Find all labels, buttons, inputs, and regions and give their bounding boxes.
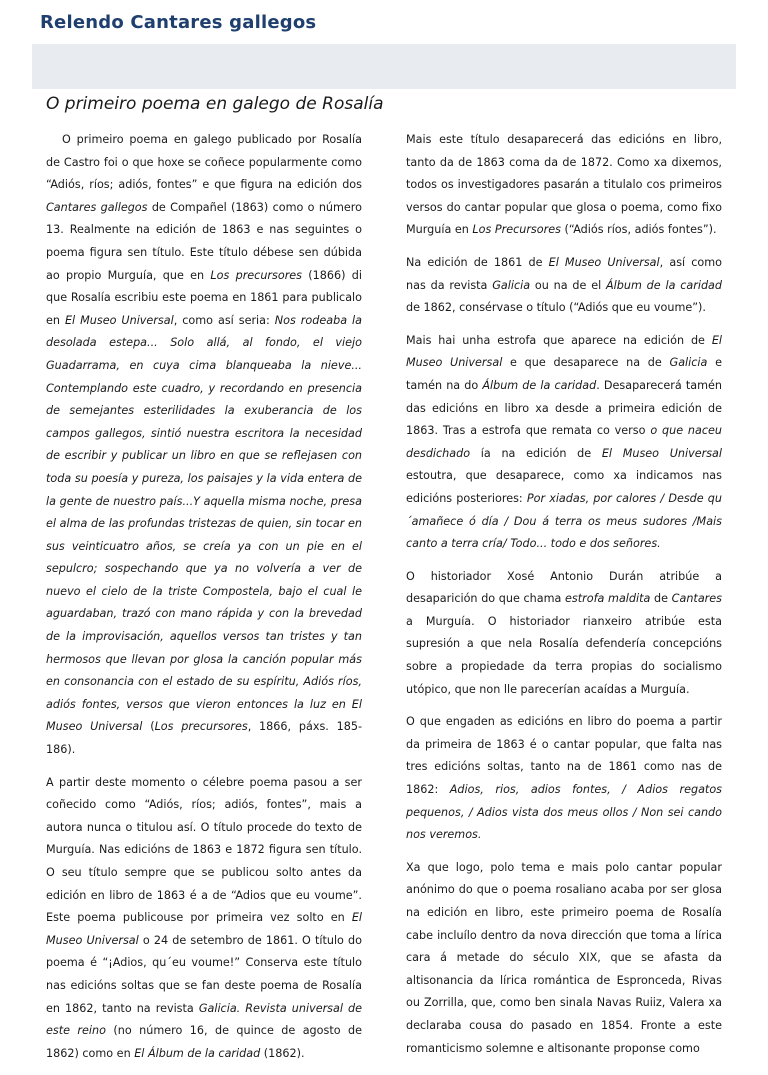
text-run: A partir deste momento o célebre poema pasou a ser coñecido como “Adiós, ríos; adiós, fontes”, mais a autora nunca o titulou así. O título procede do texto de Murguía. Nas edicións de 1863 e 1872 figura sen título. O seu título sempre que se publicou solto antes da edición en libro de 1863 é a de “Adios que eu voume”. Este poema publicouse por primeira vez solto en (46, 775, 362, 925)
text-run: O que engaden as edicións en libro do poema a partir da primeira de 1863 é o cantar popular, que falta nas tres edicións soltas, tanto na de 1861 como nas de 1862: (406, 715, 722, 797)
left-column (46, 129, 362, 1075)
header-band (32, 44, 736, 89)
italic-text-run: Los Precursores (472, 223, 561, 237)
text-run: de Compañel (1863) como o número 13. Realmente na edición de 1863 e nas seguintes o poema figura sen título. Este título débese sen dúbida ao propio Murguía, que en (46, 200, 363, 282)
text-run: , así como nas da revista (406, 255, 723, 292)
text-run: e que desaparece na de (502, 356, 670, 370)
paragraph (46, 772, 362, 1066)
italic-text-run: Nos rodeaba la desolada estepa... Solo allá, al fondo, el viejo Guadarrama, en cuya cima blanqueaba la nieve... Contemplando este cuadro, y recordando en presencia de semejantes esterilidades la exuberancia de los campos gallegos, sintió nuestra escritora la necesidad de escribir y publicar un libro en que se reflejasen con toda su poesía y pureza, los paisajes y la vida entera de la gente de nuestro país...Y aquella misma noche, presa el alma de las profundas tristezas de quien, sin tocar en sus veinticuatro años, se creía ya con un pie en el sepulcro; sospechando que ya no volvería a ver de nuevo el cielo de la triste Compostela, bajo el cual le aguardaban, trazó con mano rápida y con la brevedad de la improvisación, aquellos versos tan tristes y tan hermosos que llevan por glosa la canción popular más en consonancia con el estado de su espíritu, Adiós ríos, adiós fontes, versos que vieron entonces la luz en El Museo Universal (46, 313, 362, 734)
italic-text-run: Cantares gallegos (46, 200, 148, 214)
text-run: a Murguía. O historiador rianxeiro atribúe esta supresión a que nela Rosalía defendería concepcións sobre a propiedade da terra propias do socialismo utópico, que non lle parecerían acaídas a Murguía. (406, 614, 722, 696)
text-run: (no número 16, de quince de agosto de 1862) como en (46, 1024, 362, 1060)
paragraph (406, 330, 722, 556)
text-run: estoutra, que desaparece, como xa indicamos nas edicións posteriores: (406, 469, 722, 505)
italic-text-run: El Museo Universal (46, 911, 362, 947)
right-column (406, 129, 722, 1070)
text-run: e tamén na do (406, 356, 723, 392)
italic-text-run: Álbum de la caridad (606, 278, 723, 292)
text-run: , como así seria: (173, 313, 275, 327)
text-run: . Desaparecerá tamén das edicións en libro xa desde a primeira edición de 1863. Tras a estrofa que remata co verso (406, 378, 722, 438)
italic-text-run: Los precursores (154, 720, 248, 734)
italic-text-run: Galicia (669, 356, 708, 370)
article-subtitle: O primeiro poema en galego de Rosalía (46, 94, 384, 114)
italic-text-run: Galicia. Revista universal de este reino (46, 1001, 363, 1038)
italic-text-run: Álbum de la caridad (482, 378, 597, 392)
text-run: (1862). (260, 1046, 305, 1060)
italic-text-run: El Museo Universal (64, 313, 174, 327)
text-run: ( (142, 720, 155, 734)
paragraph (406, 566, 722, 702)
italic-text-run: Los precursores (210, 268, 303, 282)
paragraph (406, 129, 722, 242)
paragraph (46, 129, 362, 762)
italic-text-run: Cantares (671, 592, 722, 606)
italic-text-run: estrofa maldita (565, 592, 651, 606)
italic-text-run: Galicia (492, 278, 531, 292)
paragraph (406, 711, 722, 847)
text-run: Xa que logo, polo tema e mais polo cantar popular anónimo do que o poema rosaliano acaba por ser glosa na edición en libro, este primeiro poema de Rosalía cabe incluílo dentro da nova dirección que toma a lírica cara á metade do século XIX, que se afasta da altisonancia da lírica romántica de Espronceda, Rivas ou Zorrilla, que, como ben sinala Navas Ruiiz, Valera xa declaraba cousa do pasado en 1854. Fronte a este romanticismo solemne e altisonante proponse como (406, 860, 722, 1055)
text-run: Mais este título desaparecerá das edicións en libro, tanto da de 1863 coma da de 1872. Como xa dixemos, todos os investigadores pasarán a titulalo cos primeiros versos do cantar popular que glosa o poema, como fixo Murguía en (406, 133, 722, 237)
italic-text-run: Por xiadas, por calores / Desde qu´amañece ó día / Dou á terra os meus sudores /Mais canto a terra cría/ Todo... todo e dos señores. (406, 491, 722, 551)
text-run: (“Adiós ríos, adiós fontes”). (560, 223, 717, 237)
page-title: Relendo Cantares gallegos (40, 12, 317, 33)
italic-text-run: El Álbum de la caridad (134, 1046, 261, 1060)
text-run: ou na de el (530, 278, 606, 292)
italic-text-run: El Museo Universal (406, 333, 722, 370)
text-run: ía na edición de (470, 446, 602, 460)
paragraph (406, 252, 722, 320)
italic-text-run: Adios, rios, adios fontes, / Adios regatos pequenos, / Adios vista dos meus ollos / Non sei cando nos veremos. (406, 783, 722, 842)
text-run: de (650, 592, 672, 606)
text-run: O historiador Xosé Antonio Durán atribúe a desaparición do que chama (406, 569, 722, 606)
text-run: de 1862, consérvase o título (“Adiós que eu voume”). (406, 301, 706, 315)
italic-text-run: El Museo Universal (601, 446, 722, 460)
text-run: Na edición de 1861 de (406, 255, 549, 269)
text-run: (1866) di que Rosalía escribiu este poema en 1861 para publicalo en (46, 268, 362, 327)
paragraph (406, 857, 722, 1060)
italic-text-run: El Museo Universal (548, 255, 660, 269)
italic-text-run: o que naceu desdichado (406, 424, 722, 460)
text-run: O primeiro poema en galego publicado por Rosalía de Castro foi o que hoxe se coñece popularmente como “Adiós, ríos; adiós, fontes” e que figura na edición dos (46, 133, 362, 192)
text-run: , 1866, páxs. 185-186). (46, 720, 363, 757)
text-run: Mais hai unha estrofa que aparece na edición de (406, 333, 712, 347)
text-run: o 24 de setembro de 1861. O título do poema é “¡Adios, qu´eu voume!” Conserva este título nas edicións soltas que se fan deste poema de Rosalía en 1862, tanto na revista (46, 933, 363, 1015)
